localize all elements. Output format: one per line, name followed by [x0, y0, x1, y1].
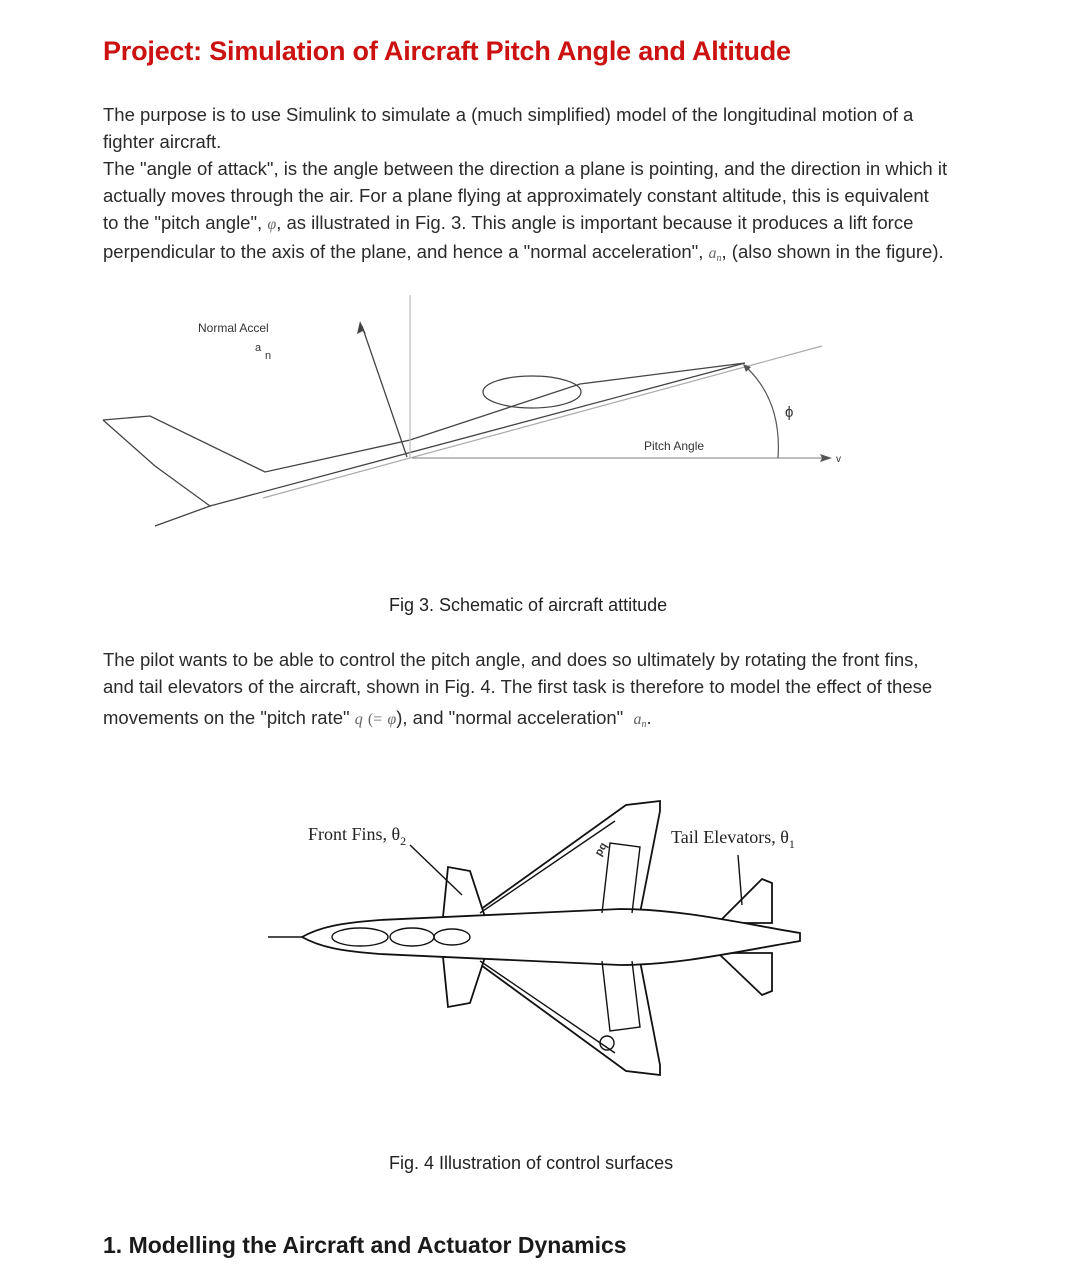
- fig4-front-fins-text: Front Fins, θ: [308, 824, 401, 844]
- intro-line-4: actually moves through the air. For a plane flying at approximately constant altitude, this is equivalent: [103, 185, 929, 206]
- fig3-fuselage-top: [103, 363, 745, 472]
- fig4-tail-leader: [738, 855, 742, 905]
- fig4-upper-front-fin: [443, 867, 485, 917]
- intro-line-2: fighter aircraft.: [103, 131, 222, 152]
- an-symbol-n: n: [716, 253, 722, 264]
- fig3-pitch-angle-label: Pitch Angle: [644, 439, 705, 453]
- an-symbol-2-n: n: [641, 719, 647, 730]
- intro-line-1: The purpose is to use Simulink to simulate a (much simplified) model of the longitudinal motion of a: [103, 104, 914, 125]
- fig4-tail-text: Tail Elevators, θ: [671, 827, 789, 847]
- pilot-line-3-start: movements on the "pitch rate": [103, 707, 350, 728]
- fig4-tail-elevators-label: [671, 827, 795, 851]
- intro-line-5-end: , as illustrated in Fig. 3. This angle is important because it produces a lift force: [276, 212, 914, 233]
- pilot-line-3-mid: ), and "normal acceleration": [396, 707, 624, 728]
- fig3-fuselage-bottom: [103, 420, 210, 526]
- fig3-an-n-label: n: [265, 350, 272, 362]
- fig4-lower-tail-elevator: [718, 953, 772, 995]
- pilot-line-3-end: .: [646, 707, 652, 728]
- fig3-body-axis: [263, 346, 822, 498]
- fig3-phi-label: ϕ: [785, 404, 794, 421]
- an-symbol-2-a: a: [633, 711, 642, 728]
- pilot-line-3: [103, 704, 983, 738]
- pilot-line-2: and tail elevators of the aircraft, shown in Fig. 4. The first task is therefore to model the effect of these: [103, 676, 933, 697]
- pilot-paragraph: [103, 646, 983, 738]
- intro-line-5: [103, 209, 983, 238]
- fig3-pitch-arc: [745, 366, 778, 458]
- fig3-caption: Fig 3. Schematic of aircraft attitude: [389, 595, 668, 615]
- intro-line-6: [103, 238, 983, 272]
- fig4-lower-front-fin: [443, 957, 485, 1007]
- fig3-v-label: v: [836, 454, 841, 465]
- fig3-normal-accel-arrowhead: [357, 321, 366, 334]
- fig3-canopy: [483, 376, 581, 408]
- intro-line-5-start: to the "pitch angle",: [103, 212, 263, 233]
- fig4-upper-tail-elevator: [718, 879, 772, 923]
- an-symbol: [709, 245, 722, 262]
- intro-paragraph: [103, 101, 983, 272]
- fig4-caption: Fig. 4 Illustration of control surfaces: [389, 1153, 674, 1173]
- intro-line-6-end: , (also shown in the figure).: [721, 241, 944, 262]
- fig4-tail-sub: 1: [788, 837, 795, 851]
- fig3-normal-accel-label: Normal Accel: [198, 321, 269, 335]
- fig4-lower-wing: [470, 957, 660, 1075]
- fig4-wing-marking: pq: [592, 840, 610, 859]
- q-symbol: q: [354, 711, 363, 728]
- intro-line-3: The "angle of attack", is the angle between the direction a plane is pointing, and the direction in which it: [103, 158, 948, 179]
- section-heading: 1. Modelling the Aircraft and Actuator Dynamics: [103, 1232, 627, 1258]
- fig3-an-a-label: a: [255, 342, 262, 354]
- page-title: Project: Simulation of Aircraft Pitch Angle and Altitude: [103, 36, 791, 66]
- q-eq-open: (=: [367, 711, 383, 728]
- fig4-front-fins-sub: 2: [400, 834, 407, 848]
- intro-line-6-start: perpendicular to the axis of the plane, and hence a "normal acceleration",: [103, 241, 704, 262]
- fig3-fuselage-lower: [210, 363, 745, 506]
- pilot-line-1: The pilot wants to be able to control the pitch angle, and does so ultimately by rotating the front fins,: [103, 649, 919, 670]
- phi-symbol: φ: [267, 216, 277, 233]
- an-symbol-a: a: [708, 245, 717, 262]
- fig3-normal-accel-arrow: [362, 326, 407, 457]
- fig3-aircraft-attitude-diagram: [0, 290, 1080, 550]
- phi-dot-symbol: φ̇: [387, 711, 397, 728]
- an-symbol-2: [634, 711, 647, 728]
- fig4-front-fins-label: [308, 824, 406, 848]
- fig4-control-surfaces-diagram: [0, 795, 1080, 1105]
